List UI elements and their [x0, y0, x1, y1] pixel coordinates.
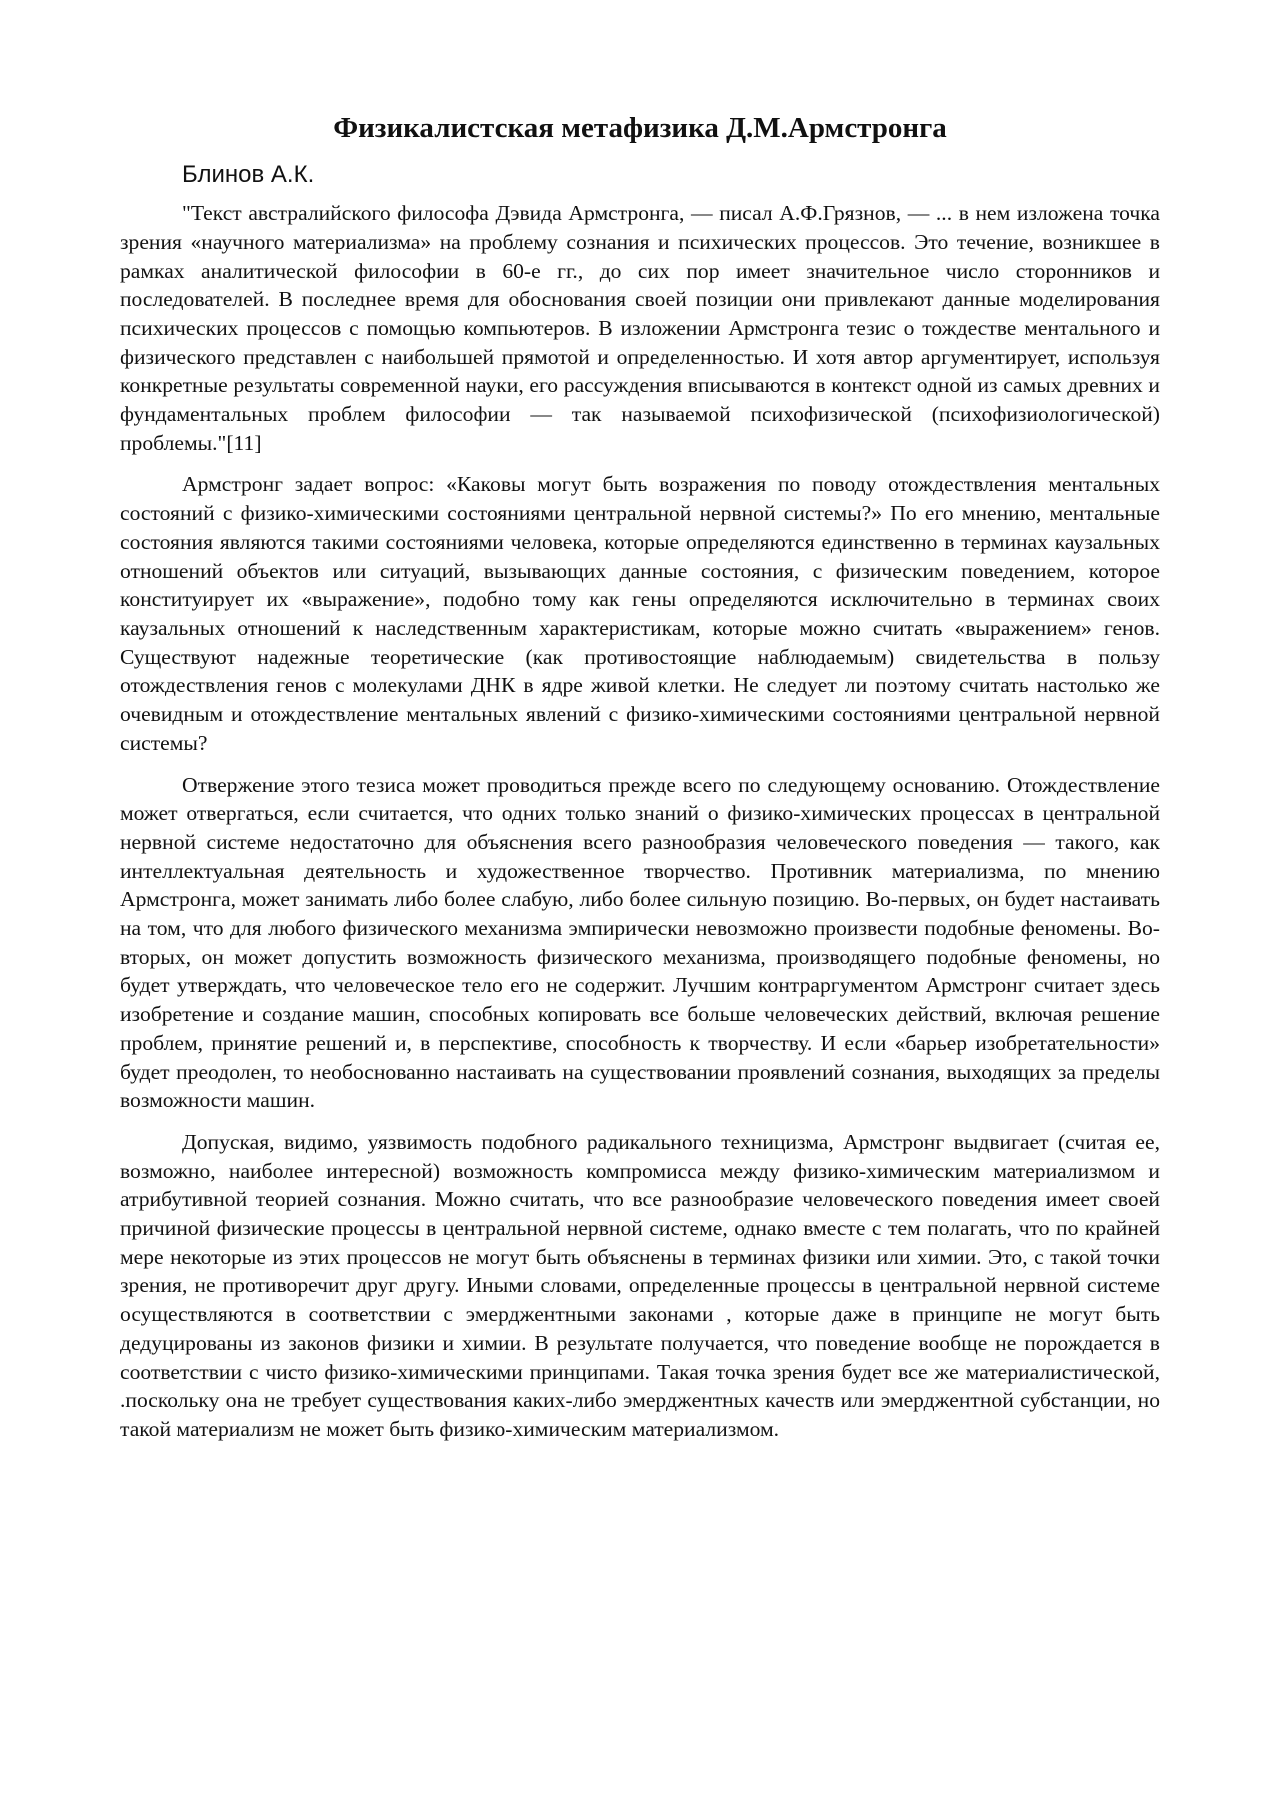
document-page: [120, 112, 1160, 1457]
paragraph-2: Армстронг задает вопрос: «Каковы могут быть возражения по поводу отождествления ментальных состояний с физико-химическими состояниями центральной нервной системы?» По его мнению, ментальные состояния являются такими состояниями человека, которые определяются единственно в терминах каузальных отношений объектов или ситуаций, вызывающих данные состояния, с физическим поведением, которое конституирует их «выражение», подобно тому как гены определяются исключительно в терминах своих каузальных отношений к наследственным характеристикам, которые можно считать «выражением» генов. Существуют надежные теоретические (как противостоящие наблюдаемым) свидетельства в пользу отождествления генов с молекулами ДНК в ядре живой клетки. Не следует ли поэтому считать настолько же очевидным и отождествление ментальных явлений с физико-химическими состояниями центральной нервной системы?: [120, 472, 1160, 755]
paragraph-1: "Текст австралийского философа Дэвида Армстронга, — писал А.Ф.Грязнов, — ... в нем изложена точка зрения «научного материализма» на проблему сознания и психических процессов. Это течение, возникшее в рамках аналитической философии в 60-е гг., до сих пор имеет значительное число сторонников и последователей. В последнее время для обоснования своей позиции они привлекают данные моделирования психических процессов с помощью компьютеров. В изложении Армстронга тезис о тождестве ментального и физического представлен с наибольшей прямотой и определенностью. И хотя автор аргументирует, используя конкретные результаты современной науки, его рассуждения вписываются в контекст одной из самых древних и фундаментальных проблем философии — так называемой психофизической (психофизиологической) проблемы."[11]: [120, 201, 1160, 455]
paragraph-3: Отвержение этого тезиса может проводиться прежде всего по следующему основанию. Отождествление может отвергаться, если считается, что одних только знаний о физико-химических процессах в центральной нервной системе недостаточно для объяснения всего разнообразия человеческого поведения — такого, как интеллектуальная деятельность и художественное творчество. Противник материализма, по мнению Армстронга, может занимать либо более слабую, либо более сильную позицию. Во-первых, он будет настаивать на том, что для любого физического механизма эмпирически невозможно произвести подобные феномены. Во-вторых, он может допустить возможность физического механизма, производящего подобные феномены, но будет утверждать, что человеческое тело его не содержит. Лучшим контраргументом Армстронг считает здесь изобретение и создание машин, способных копировать все больше человеческих действий, включая решение проблем, принятие решений и, в перспективе, способность к творчеству. И если «барьер изобретательности» будет преодолен, то необоснованно настаивать на существовании проявлений сознания, выходящих за пределы возможности машин.: [120, 772, 1160, 1113]
document-author: Блинов А.К.: [182, 161, 315, 189]
document-title: Физикалистская метафизика Д.М.Армстронга: [333, 112, 947, 144]
paragraph-4: Допуская, видимо, уязвимость подобного радикального техницизма, Армстронг выдвигает (считая ее, возможно, наиболее интересной) возможность компромисса между физико-химическим материализмом и атрибутивной теорией сознания. Можно считать, что все разнообразие человеческого поведения имеет своей причиной физические процессы в центральной нервной системе, однако вместе с тем полагать, что по крайней мере некоторые из этих процессов не могут быть объяснены в терминах физики или химии. Это, с такой точки зрения, не противоречит друг другу. Иными словами, определенные процессы в центральной нервной системе осуществляются в соответствии с эмерджентными законами , которые даже в принципе не могут быть дедуцированы из законов физики и химии. В результате получается, что поведение вообще не порождается в соответствии с чисто физико-химическими принципами. Такая точка зрения будет все же материалистической, .поскольку она не требует существования каких-либо эмерджентных качеств или эмерджентной субстанции, но такой материализм не может быть физико-химическим материализмом.: [120, 1129, 1160, 1441]
